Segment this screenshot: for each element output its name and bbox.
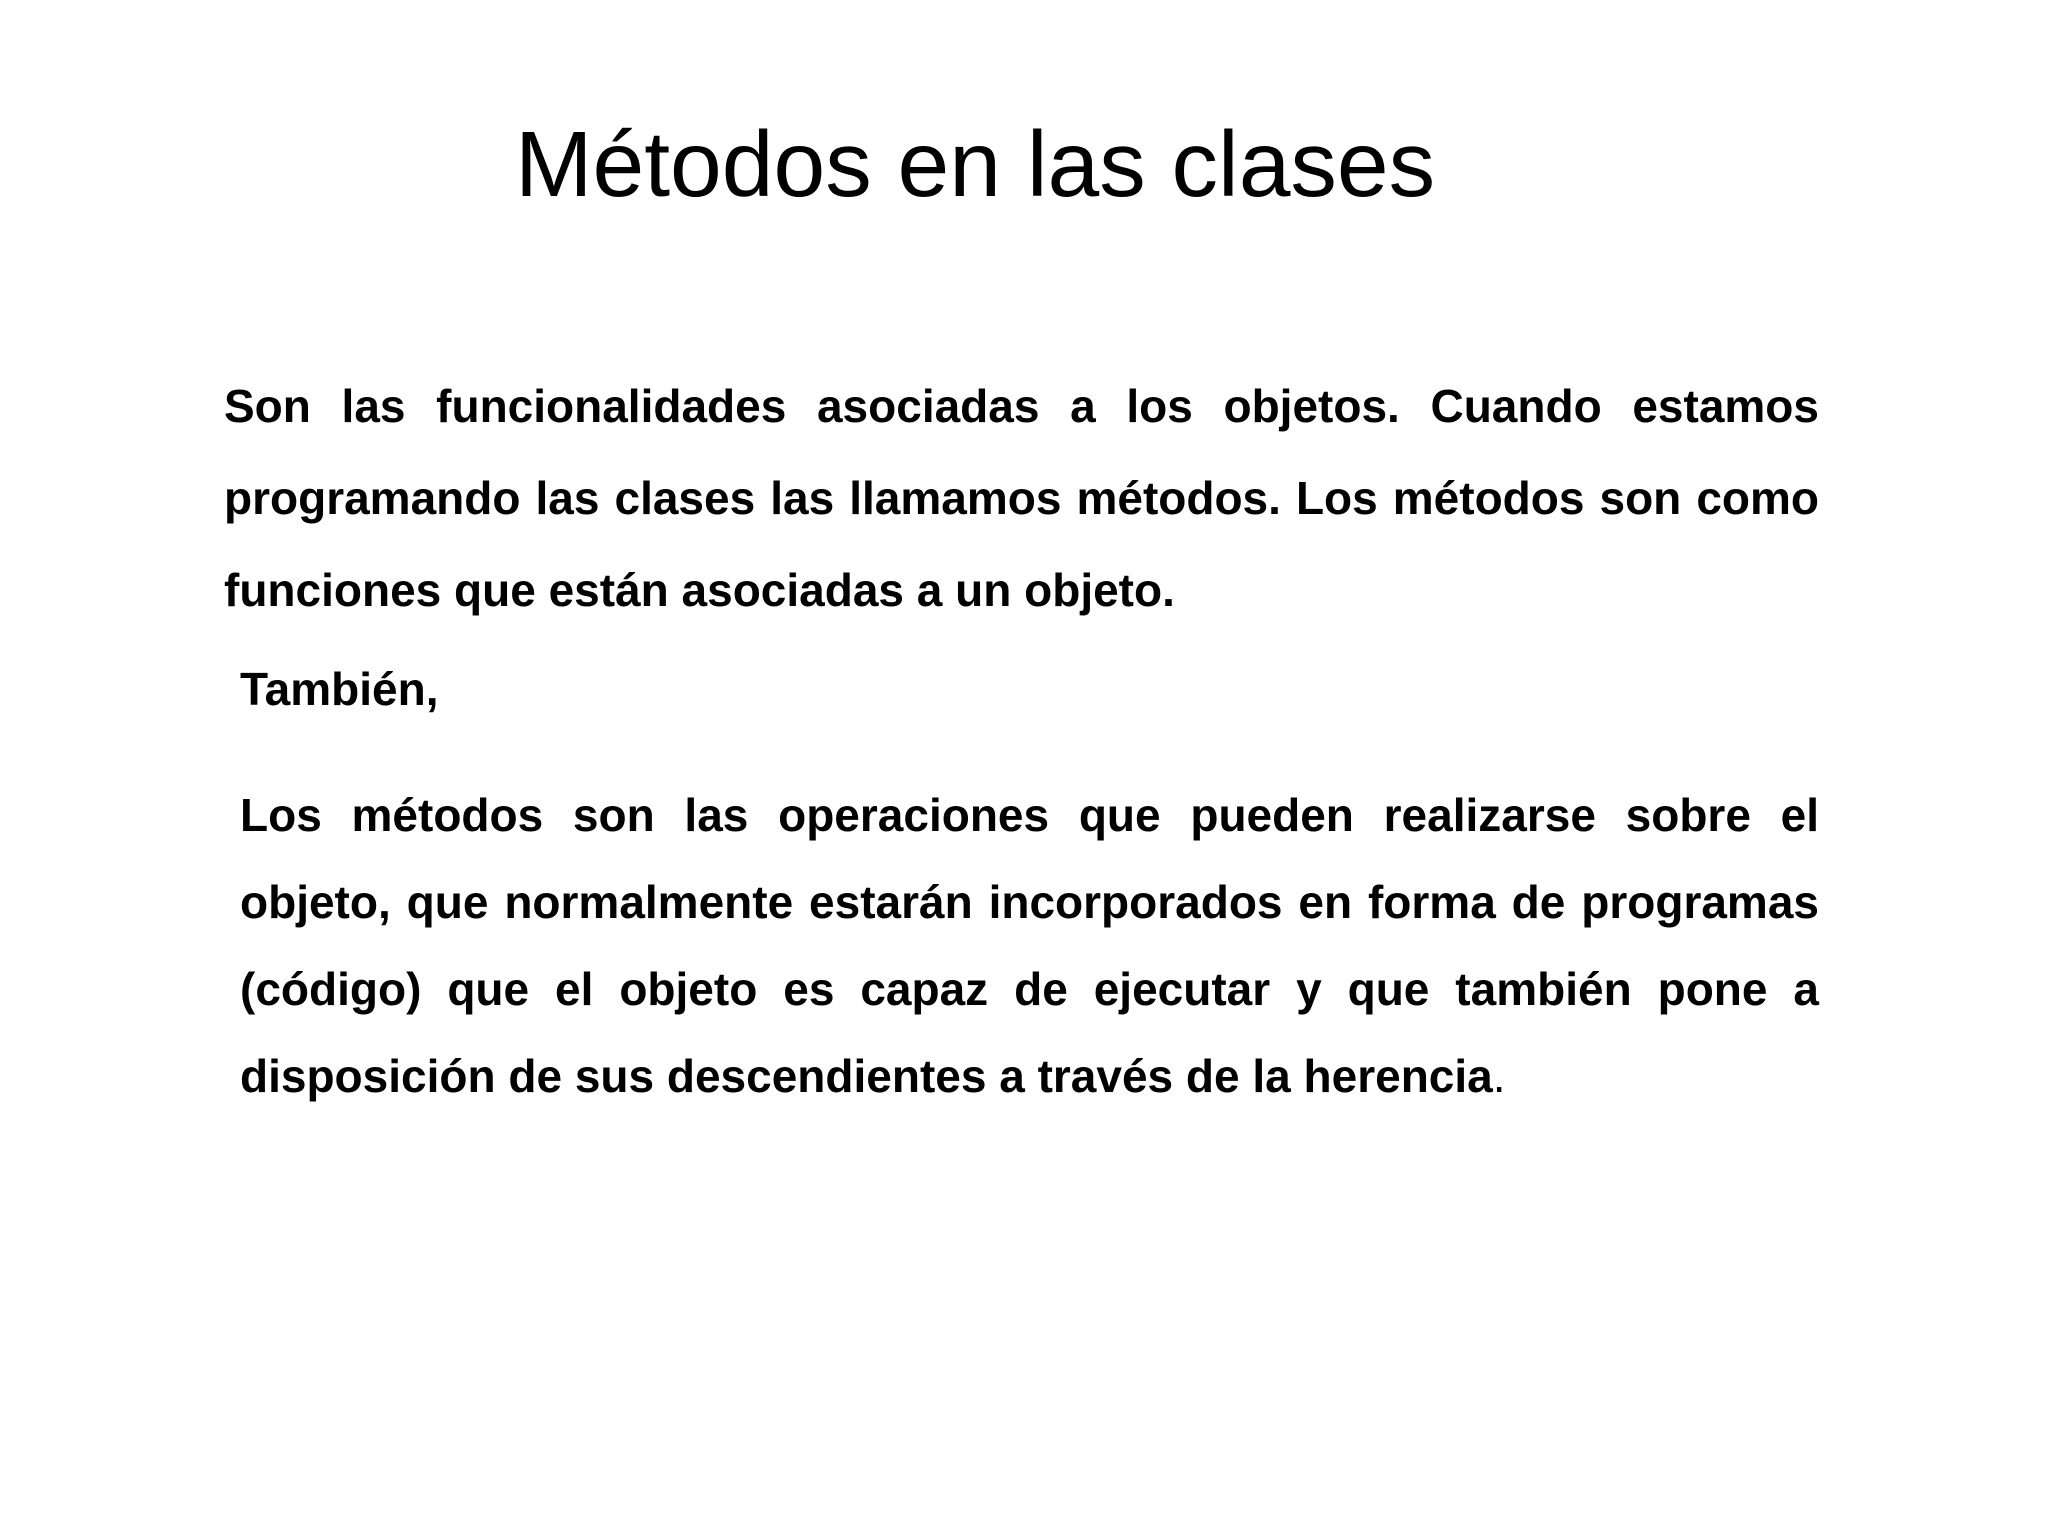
tambien-label: También,	[240, 663, 439, 715]
methods-paragraph-text: Los métodos son las operaciones que pueden realizarse sobre el objeto, que normalmente estarán incorporados en forma de programas (código) que el objeto es capaz de ejecutar y que también pone a disposición de sus descendientes a través de la herencia	[240, 789, 1819, 1102]
slide-title: Métodos en las clases	[515, 112, 1436, 216]
definition-paragraph: Son las funcionalidades asociadas a los objetos. Cuando estamos programando las clases las llamamos métodos. Los métodos son como funciones que están asociadas a un objeto.	[224, 380, 1819, 616]
methods-paragraph-period: .	[1492, 1050, 1506, 1102]
methods-paragraph	[240, 772, 1819, 1120]
